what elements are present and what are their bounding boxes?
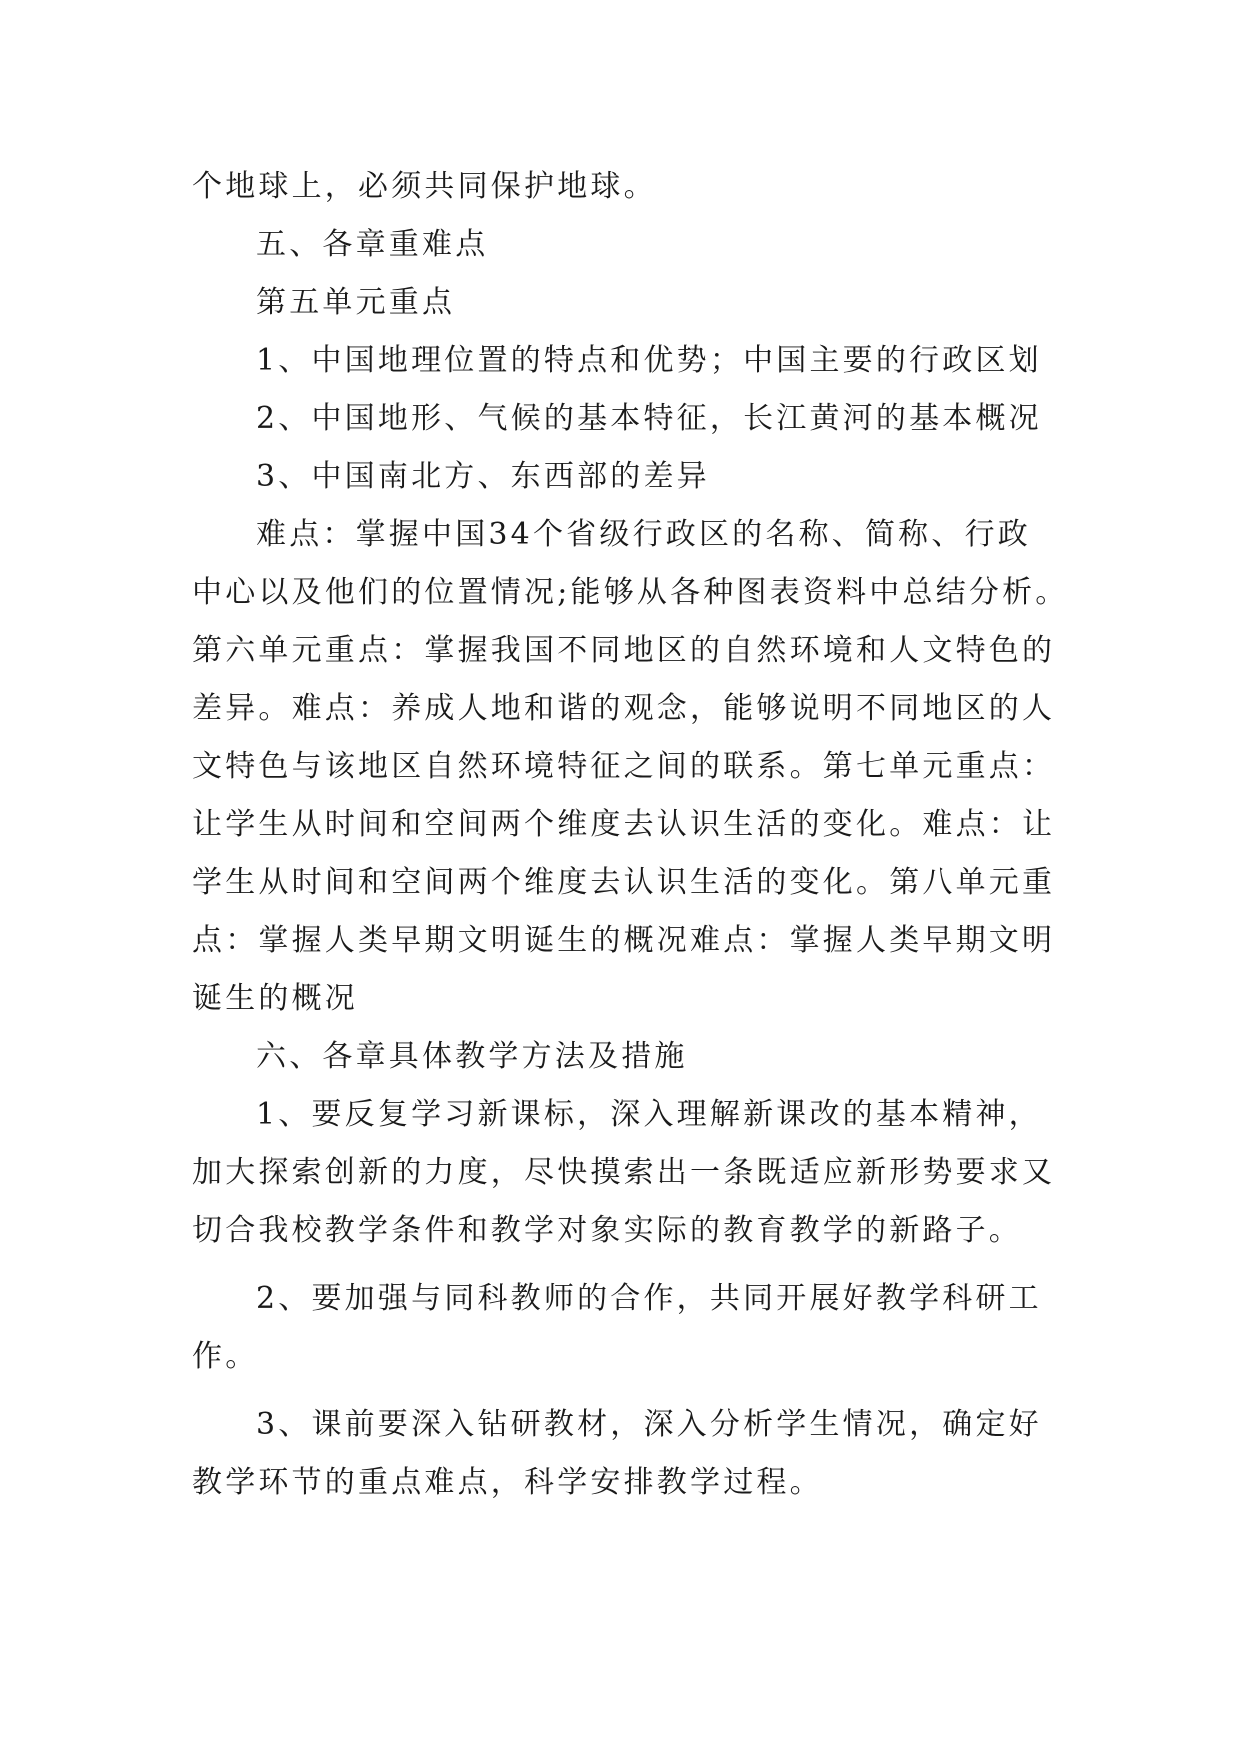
list-item: 2、中国地形、气候的基本特征，长江黄河的基本概况 [256,401,1042,436]
text-line: 点：掌握人类早期文明诞生的概况难点：掌握人类早期文明 [192,923,1056,958]
text-line: 难点：掌握中国34个省级行政区的名称、简称、行政 [256,517,1031,552]
list-item: 2、要加强与同科教师的合作，共同开展好教学科研工 [256,1281,1042,1316]
text-line: 文特色与该地区自然环境特征之间的联系。第七单元重点： [192,749,1056,784]
section-heading: 六、各章具体教学方法及措施 [256,1039,688,1074]
section-heading: 五、各章重难点 [256,227,489,262]
list-item: 1、要反复学习新课标，深入理解新课改的基本精神， [256,1097,1042,1132]
subsection-heading: 第五单元重点 [256,285,456,320]
text-line: 加大探索创新的力度，尽快摸索出一条既适应新形势要求又 [192,1155,1056,1190]
text-line: 教学环节的重点难点，科学安排教学过程。 [192,1465,823,1500]
text-line: 第六单元重点：掌握我国不同地区的自然环境和人文特色的 [192,633,1056,668]
text-line: 差异。难点：养成人地和谐的观念，能够说明不同地区的人 [192,691,1056,726]
list-item: 1、中国地理位置的特点和优势；中国主要的行政区划 [256,343,1042,378]
text-line: 切合我校教学条件和教学对象实际的教育教学的新路子。 [192,1213,1022,1248]
text-line: 学生从时间和空间两个维度去认识生活的变化。第八单元重 [192,865,1056,900]
text-line: 中心以及他们的位置情况;能够从各种图表资料中总结分析。 [192,575,1069,610]
list-item: 3、课前要深入钻研教材，深入分析学生情况，确定好 [256,1407,1042,1442]
text-line: 诞生的概况 [192,981,358,1016]
text-line: 作。 [192,1339,259,1374]
document-page [192,158,1069,1512]
text-line: 让学生从时间和空间两个维度去认识生活的变化。难点：让 [192,807,1056,842]
list-item: 3、中国南北方、东西部的差异 [256,459,710,494]
text-line: 个地球上，必须共同保护地球。 [192,169,657,204]
